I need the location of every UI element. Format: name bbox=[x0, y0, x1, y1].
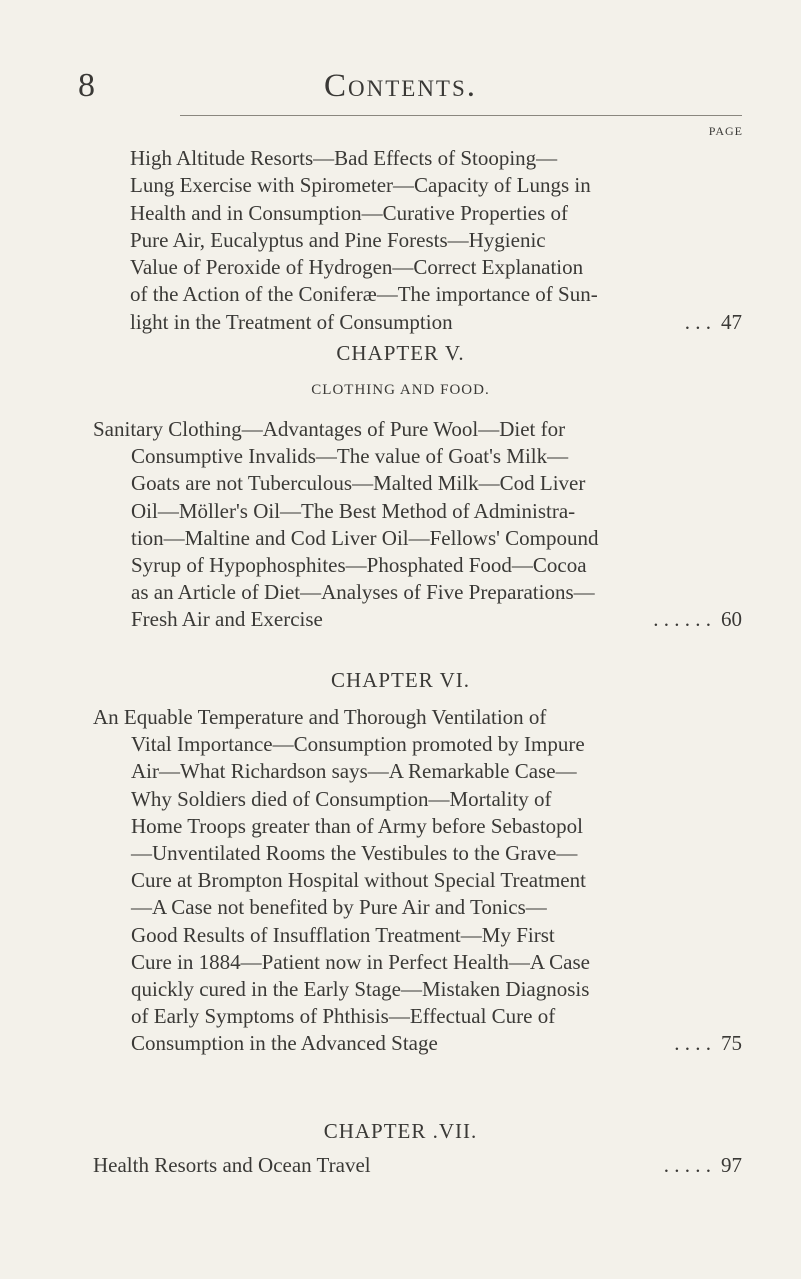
entry-page-number: 75 bbox=[721, 1031, 742, 1056]
leader-dots: . . . . bbox=[674, 1031, 711, 1056]
chapter-summary bbox=[93, 704, 742, 1058]
leader-dots: . . . . . bbox=[663, 1153, 711, 1177]
page-column-label: PAGE bbox=[708, 124, 743, 138]
chapter-subtitle: CLOTHING AND FOOD. bbox=[311, 382, 490, 398]
summary-line: tion—Maltine and Cod Liver Oil—Fellows' Compound bbox=[131, 525, 599, 550]
summary-line: Syrup of Hypophosphites—Phosphated Food—Cocoa bbox=[131, 553, 587, 578]
entry-last-line: light in the Treatment of Consumption bbox=[130, 309, 453, 334]
summary-line: Goats are not Tuberculous—Malted Milk—Cod Liver bbox=[131, 471, 586, 496]
chapter-heading: CHAPTER VI. bbox=[331, 668, 470, 692]
header-rule bbox=[180, 115, 742, 116]
toc-entry bbox=[130, 145, 742, 336]
page-number: 8 bbox=[78, 67, 95, 104]
summary-line: —A Case not benefited by Pure Air and Tonics— bbox=[131, 895, 547, 920]
summary-line: of Early Symptoms of Phthisis—Effectual Cure of bbox=[131, 1004, 556, 1029]
entry-line: of the Action of the Coniferæ—The importance of Sun- bbox=[130, 282, 598, 307]
entry-page-number: 97 bbox=[721, 1153, 742, 1177]
summary-line: Air—What Richardson says—A Remarkable Case— bbox=[131, 759, 577, 784]
entry-line: Health and in Consumption—Curative Properties of bbox=[130, 200, 569, 225]
summary-line: Sanitary Clothing—Advantages of Pure Wool—Diet for bbox=[93, 417, 566, 441]
summary-line: Why Soldiers died of Consumption—Mortality of bbox=[131, 786, 552, 811]
leader-dots: . . . . . . bbox=[653, 607, 711, 632]
summary-last-line: Health Resorts and Ocean Travel bbox=[93, 1153, 371, 1177]
summary-line: Oil—Möller's Oil—The Best Method of Administra- bbox=[131, 498, 576, 523]
chapter-summary bbox=[93, 1152, 742, 1179]
entry-line: Lung Exercise with Spirometer—Capacity of Lungs in bbox=[130, 173, 591, 198]
summary-line: Home Troops greater than of Army before Sebastopol bbox=[131, 813, 584, 838]
summary-line: Cure at Brompton Hospital without Special Treatment bbox=[131, 868, 586, 893]
entry-line: High Altitude Resorts—Bad Effects of Stooping— bbox=[130, 146, 558, 170]
summary-line: Good Results of Insufflation Treatment—My First bbox=[131, 922, 555, 947]
entry-page-number: 47 bbox=[721, 309, 742, 334]
entry-page-number: 60 bbox=[721, 607, 742, 632]
chapter-summary bbox=[93, 416, 742, 634]
chapter-heading: CHAPTER V. bbox=[336, 341, 465, 365]
entry-line: Value of Peroxide of Hydrogen—Correct Explanation bbox=[130, 255, 584, 280]
summary-line: An Equable Temperature and Thorough Ventilation of bbox=[93, 705, 547, 729]
leader-dots: . . . bbox=[684, 309, 711, 334]
summary-line: Cure in 1884—Patient now in Perfect Health—A Case bbox=[131, 949, 590, 974]
summary-line: quickly cured in the Early Stage—Mistaken Diagnosis bbox=[131, 977, 590, 1002]
summary-last-line: Fresh Air and Exercise bbox=[131, 607, 323, 632]
summary-line: as an Article of Diet—Analyses of Five Preparations— bbox=[131, 580, 595, 605]
entry-line: Pure Air, Eucalyptus and Pine Forests—Hygienic bbox=[130, 227, 546, 252]
summary-line: Vital Importance—Consumption promoted by Impure bbox=[131, 732, 585, 757]
running-header bbox=[0, 60, 801, 106]
summary-line: —Unventilated Rooms the Vestibules to the Grave— bbox=[131, 841, 578, 866]
summary-last-line: Consumption in the Advanced Stage bbox=[131, 1031, 438, 1056]
summary-line: Consumptive Invalids—The value of Goat's Milk— bbox=[131, 444, 569, 469]
chapter-heading: CHAPTER .VII. bbox=[323, 1119, 478, 1143]
page-title: Contents. bbox=[323, 68, 478, 104]
